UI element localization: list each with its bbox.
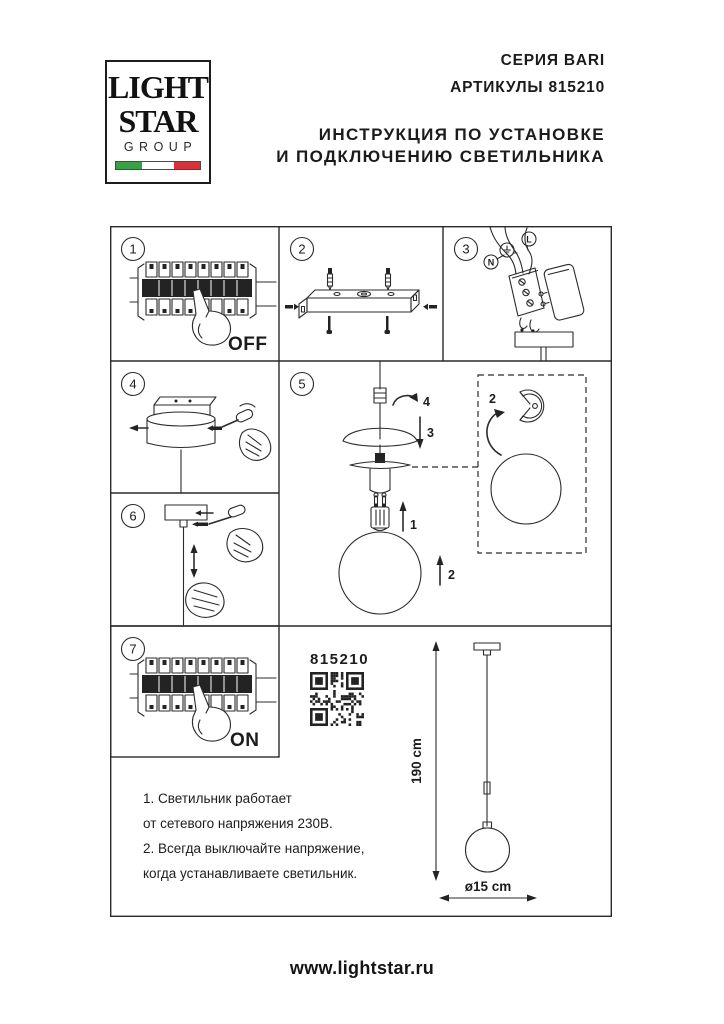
website-url: www.lightstar.ru	[289, 958, 435, 978]
series-title: СЕРИЯ BARI	[500, 52, 605, 69]
panel-1-breaker-drawing	[130, 262, 276, 345]
panel-1-off-label: OFF	[228, 334, 268, 355]
g9-bulb	[371, 493, 389, 531]
panel-4-number: 4	[129, 376, 137, 392]
panel-5-assembly	[291, 361, 587, 614]
wall-anchor-left	[328, 268, 333, 290]
panel-4-canopy-drawing	[129, 397, 271, 493]
panel-2-bracket	[285, 238, 437, 335]
screw-left	[327, 316, 333, 334]
panel-2-bracket-drawing	[285, 268, 437, 334]
safety-notes	[143, 791, 364, 881]
flag-red-stripe	[174, 162, 200, 169]
screw-right	[385, 316, 391, 334]
article-number: 815210	[310, 651, 370, 668]
panel-5-assembly-drawing	[339, 361, 586, 614]
detail-inset-drawing	[487, 390, 561, 524]
logo-word-group: GROUP	[123, 140, 198, 154]
logo-word-star: STAR	[118, 103, 198, 139]
side-screw-left	[285, 304, 299, 310]
detail-step-label: 2	[489, 392, 496, 406]
panel-6-number: 6	[129, 508, 137, 524]
note-line-2: от сетевого напряжения 230В.	[143, 816, 333, 831]
panel-2-number: 2	[298, 241, 306, 257]
note-line-3: 2. Всегда выключайте напряжение,	[143, 841, 365, 856]
step-1-label: 1	[410, 518, 417, 532]
panel-5-number: 5	[298, 376, 306, 392]
instruction-title-line1: ИНСТРУКЦИЯ ПО УСТАНОВКЕ	[318, 125, 605, 144]
panel-3-number: 3	[462, 241, 470, 257]
flag-white-stripe	[142, 162, 174, 169]
logo-word-light: LIGHT	[108, 69, 208, 105]
lightstar-logo	[105, 60, 211, 184]
step-3-label: 3	[427, 426, 434, 440]
wire-label-n: N	[487, 257, 495, 268]
panel-1-power-off	[122, 238, 277, 356]
panel-6-adjust-drawing	[165, 504, 263, 625]
panel-7-breaker-drawing	[130, 658, 276, 741]
panel-3-wiring	[455, 226, 585, 361]
terminal-cover	[543, 263, 585, 321]
panel-7-on-label: ON	[230, 730, 260, 751]
diameter-dimension-label: ø15 cm	[464, 879, 512, 894]
qr-code	[310, 672, 364, 726]
note-line-4: когда устанавливаете светильник.	[143, 866, 358, 881]
glass-globe	[339, 532, 421, 614]
panel-4-canopy-mount	[122, 373, 271, 494]
panel-3-wiring-drawing	[484, 226, 585, 361]
step-4-label: 4	[423, 395, 430, 409]
instruction-title	[276, 124, 605, 168]
panel-7-number: 7	[129, 641, 137, 657]
step-2-label: 2	[448, 568, 455, 582]
globe-outline	[466, 828, 510, 872]
earth-ground-icon	[504, 246, 511, 254]
flag-green-stripe	[116, 162, 142, 169]
wall-anchor-right	[386, 268, 391, 290]
height-dimension-label: 190 cm	[409, 738, 424, 784]
grid-borders	[110, 226, 612, 916]
article-number-title: АРТИКУЛЫ 815210	[450, 79, 605, 96]
wire-label-l: L	[526, 234, 532, 245]
instruction-title-line2: И ПОДКЛЮЧЕНИЮ СВЕТИЛЬНИКА	[276, 147, 605, 166]
panel-1-number: 1	[129, 241, 137, 257]
document-header	[276, 52, 605, 168]
note-line-1: 1. Светильник работает	[143, 791, 292, 806]
italy-flag-icon	[115, 161, 201, 170]
panel-6-height-adjust	[122, 504, 263, 625]
instruction-diagram	[110, 226, 612, 917]
panel-7-power-on	[122, 638, 277, 752]
side-screw-right	[423, 304, 437, 310]
dimension-drawing	[409, 641, 537, 902]
